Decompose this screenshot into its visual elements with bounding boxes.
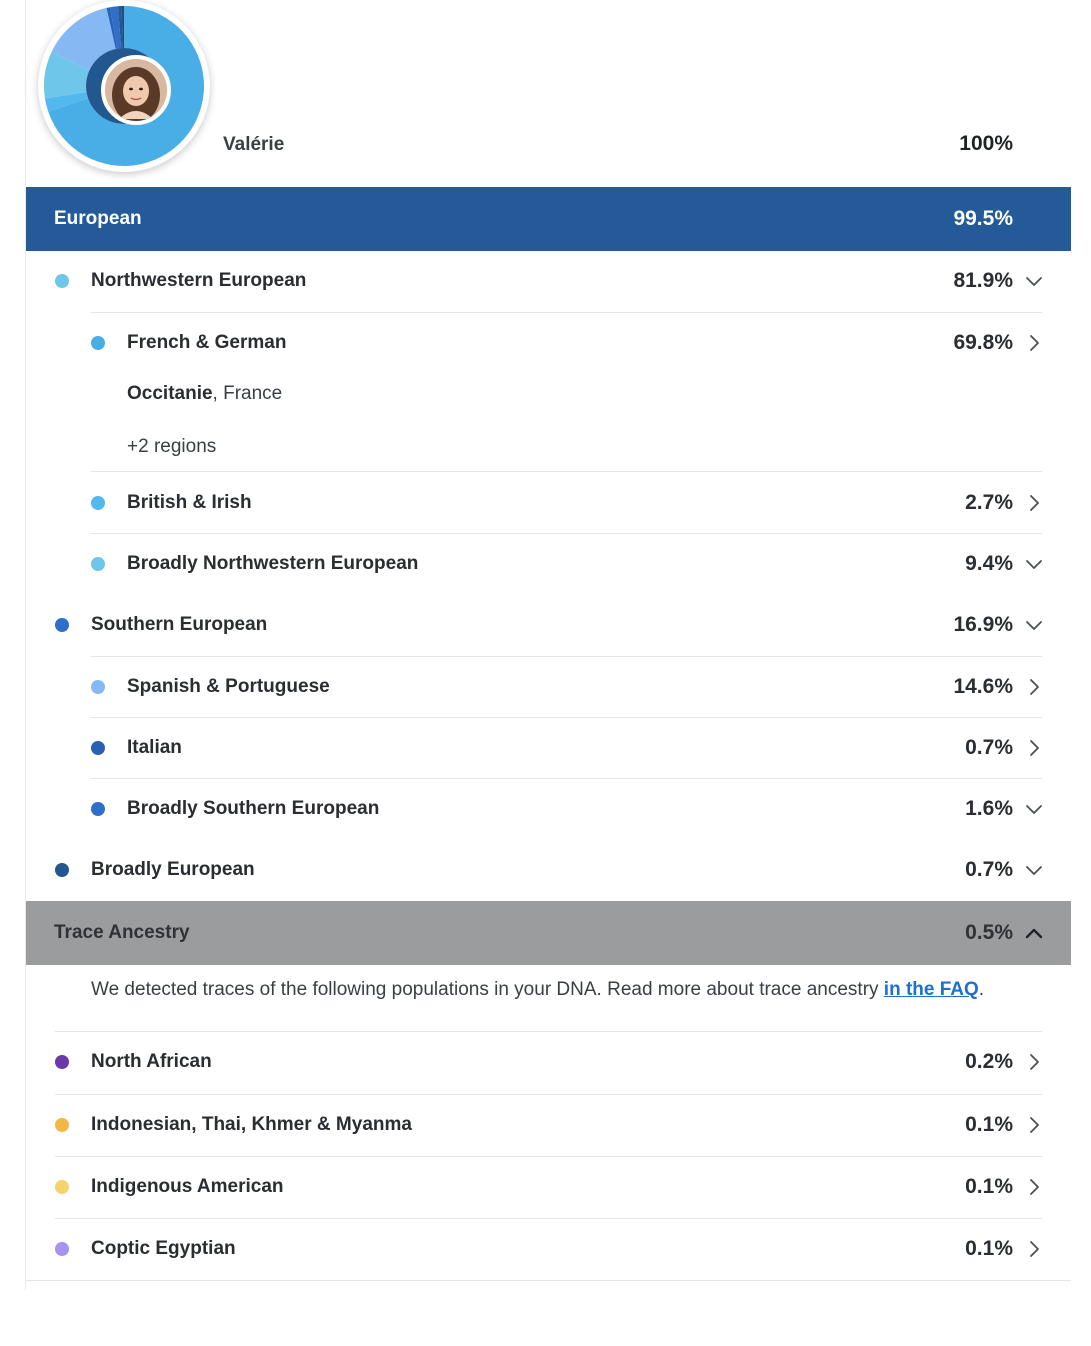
profile-name: Valérie [223, 134, 285, 155]
chevron-right-icon[interactable] [1025, 334, 1043, 352]
row-northwestern-european[interactable] [26, 251, 1071, 311]
row-percent: 1.6% [965, 797, 1013, 820]
european-percent: 99.5% [953, 207, 1013, 230]
european-header [26, 187, 1071, 251]
row-label: Indigenous American [91, 1176, 284, 1197]
row-percent: 9.4% [965, 552, 1013, 575]
color-dot [55, 274, 69, 288]
chevron-right-icon[interactable] [1025, 494, 1043, 512]
trace-label: Trace Ancestry [54, 922, 190, 943]
chevron-down-icon[interactable] [1025, 272, 1043, 290]
region-occitanie[interactable] [127, 383, 282, 405]
avatar [101, 55, 171, 125]
chevron-right-icon[interactable] [1025, 739, 1043, 757]
row-percent: 0.1% [965, 1237, 1013, 1260]
row-label: Southern European [91, 614, 268, 635]
chevron-right-icon[interactable] [1025, 678, 1043, 696]
color-dot [91, 680, 105, 694]
faq-link[interactable]: in the FAQ [883, 979, 979, 1000]
chevron-down-icon[interactable] [1025, 861, 1043, 879]
region-country: , France [212, 383, 283, 404]
trace-percent: 0.5% [965, 921, 1013, 944]
row-italian[interactable] [26, 718, 1071, 778]
row-french-german[interactable] [26, 313, 1071, 373]
row-label: French & German [127, 332, 287, 353]
ancestry-donut-chart [38, 0, 210, 172]
row-percent: 0.1% [965, 1175, 1013, 1198]
color-dot [55, 618, 69, 632]
ancestry-composition-card [25, 0, 1071, 1290]
trace-description-end: . [978, 979, 985, 1000]
row-percent: 14.6% [953, 675, 1013, 698]
row-percent: 2.7% [965, 491, 1013, 514]
user-portrait-photo [105, 59, 167, 121]
row-label: Coptic Egyptian [91, 1238, 236, 1259]
row-label: Spanish & Portuguese [127, 676, 330, 697]
color-dot [91, 496, 105, 510]
row-coptic-egyptian[interactable] [26, 1219, 1071, 1279]
row-broadly-european[interactable] [26, 840, 1071, 900]
chevron-down-icon[interactable] [1025, 800, 1043, 818]
trace-ancestry-header[interactable] [26, 901, 1071, 965]
row-british-irish[interactable] [26, 473, 1071, 533]
color-dot [91, 802, 105, 816]
chevron-down-icon[interactable] [1025, 616, 1043, 634]
chevron-right-icon[interactable] [1025, 1116, 1043, 1134]
row-label: Northwestern European [91, 270, 307, 291]
row-broadly-southern[interactable] [26, 779, 1071, 839]
row-indonesian-thai-khmer-myanma[interactable] [26, 1095, 1071, 1155]
divider [91, 471, 1042, 472]
color-dot [55, 1118, 69, 1132]
row-north-african[interactable] [26, 1032, 1071, 1092]
region-name: Occitanie [127, 383, 213, 404]
row-percent: 0.7% [965, 858, 1013, 881]
row-percent: 69.8% [953, 331, 1013, 354]
row-label: North African [91, 1051, 212, 1072]
row-label: Broadly European [91, 859, 255, 880]
row-label: Broadly Northwestern European [127, 553, 419, 574]
profile-percent: 100% [959, 132, 1013, 155]
trace-description [91, 979, 984, 1001]
row-percent: 0.2% [965, 1050, 1013, 1073]
trace-description-text: We detected traces of the following populations in your DNA. Read more about trace ancestry [91, 979, 884, 1000]
european-label: European [54, 208, 142, 229]
color-dot [91, 336, 105, 350]
row-label: Italian [127, 737, 182, 758]
row-label: British & Irish [127, 492, 252, 513]
color-dot [55, 1055, 69, 1069]
card-bottom-divider [26, 1280, 1071, 1281]
color-dot [55, 1180, 69, 1194]
row-broadly-northwestern[interactable] [26, 534, 1071, 594]
row-label: Indonesian, Thai, Khmer & Myanma [91, 1114, 412, 1135]
color-dot [91, 741, 105, 755]
color-dot [55, 863, 69, 877]
row-percent: 81.9% [953, 269, 1013, 292]
row-percent: 16.9% [953, 613, 1013, 636]
row-southern-european[interactable] [26, 595, 1071, 655]
row-percent: 0.1% [965, 1113, 1013, 1136]
profile-header [26, 0, 1071, 187]
chevron-down-icon[interactable] [1025, 555, 1043, 573]
color-dot [91, 557, 105, 571]
chevron-right-icon[interactable] [1025, 1178, 1043, 1196]
row-spanish-portuguese[interactable] [26, 657, 1071, 717]
chevron-up-icon[interactable] [1025, 924, 1043, 942]
row-percent: 0.7% [965, 736, 1013, 759]
chevron-right-icon[interactable] [1025, 1240, 1043, 1258]
more-regions-link[interactable]: +2 regions [127, 436, 217, 457]
row-indigenous-american[interactable] [26, 1157, 1071, 1217]
chevron-right-icon[interactable] [1025, 1053, 1043, 1071]
row-label: Broadly Southern European [127, 798, 380, 819]
color-dot [55, 1242, 69, 1256]
